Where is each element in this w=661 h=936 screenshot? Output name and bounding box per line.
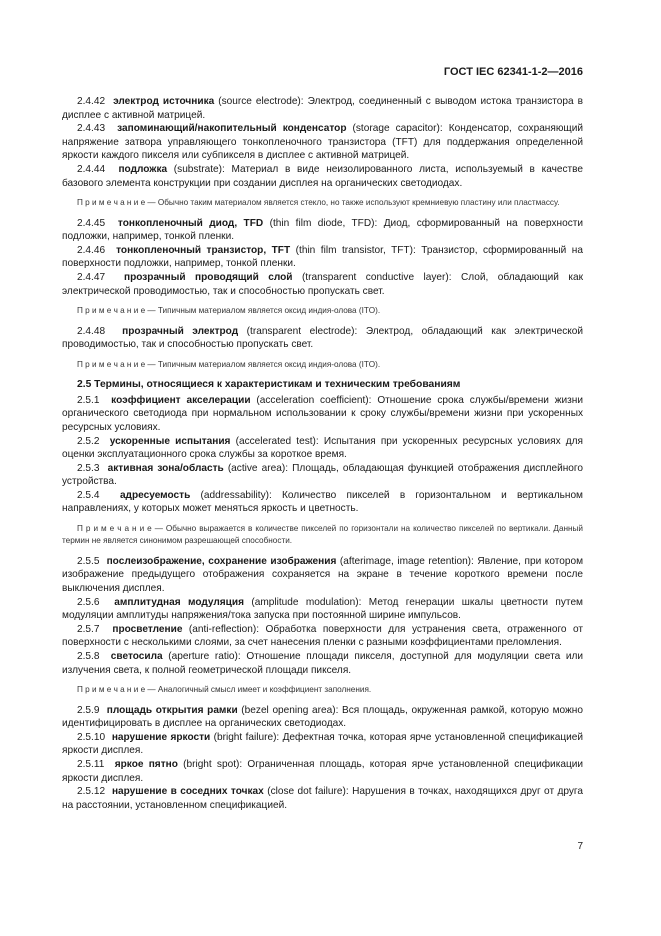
term-entry <box>62 785 583 812</box>
term-title: адресуемость <box>119 489 191 501</box>
term-number: 2.4.42 <box>77 96 106 107</box>
term-title: запоминающий/накопительный конденсатор <box>117 123 347 135</box>
note <box>62 305 583 317</box>
term-definition: (anti-reflection): Обработка поверхности для устранения света, отраженного от поверхности с несколькими слоями, за счет нанесения пленки с разными коэффициентами преломления. <box>62 623 583 649</box>
term-title: тонкопленочный транзистор, TFT <box>116 244 291 256</box>
term-entry <box>62 489 583 516</box>
term-number: 2.5.6 <box>77 596 100 608</box>
term-number: 2.5.4 <box>77 489 100 501</box>
term-title: нарушение яркости <box>111 731 211 743</box>
term-title: площадь открытия рамки <box>106 704 238 716</box>
term-title: яркое пятно <box>114 759 178 770</box>
term-title: тонкопленочный диод, TFD <box>117 217 264 229</box>
term-title: светосила <box>110 651 163 663</box>
term-title: подложка <box>118 163 168 175</box>
note-text: — Обычно выражается в количестве пикселей по горизонтали на количество пикселей по вертикали. Данный термин не является синонимом разрешающей способности. <box>62 524 583 546</box>
note <box>62 523 583 548</box>
term-number: 2.4.43 <box>77 123 106 135</box>
term-definition: (accelerated test): Испытания при ускоренных ресурсных условиях для оценки эксплуатационного срока службы за короткое время. <box>62 435 584 461</box>
term-definition: (thin film transistor, TFT): Транзистор, сформированный на поверхности подложки, например, тонкой пленки. <box>62 244 583 270</box>
term-title: просветление <box>112 623 183 635</box>
term-entry <box>62 435 583 462</box>
note-text: — Аналогичный смысл имеет и коэффициент заполнения. <box>145 685 372 695</box>
term-entry <box>62 122 583 163</box>
term-number: 2.5.10 <box>77 731 106 743</box>
term-entry <box>62 271 583 298</box>
term-entry <box>62 462 583 489</box>
term-title: прозрачный электрод <box>122 325 239 337</box>
term-definition: (source electrode): Электрод, соединенный с выводом истока транзистора в дисплее с активной матрицей. <box>62 96 584 121</box>
term-entry <box>62 95 583 122</box>
term-entry <box>62 325 583 352</box>
term-entry <box>62 244 583 271</box>
term-definition: (storage capacitor): Конденсатор, сохраняющий напряжение затвора управляющего тонкопленочного транзистора (TFT) для поддержания определенной яркости каждого пикселя или субпикселя в дисплее с активной матрицей. <box>62 123 583 162</box>
term-title: активная зона/область <box>107 462 224 474</box>
note-label: П р и м е ч а н и е <box>77 198 146 208</box>
term-number: 2.5.8 <box>77 651 100 663</box>
term-definition: (bezel opening area): Вся площадь, окруженная рамкой, которую можно идентифицировать в дисплее на органических светодиодах. <box>62 704 583 730</box>
term-definition: (transparent conductive layer): Слой, обладающий как электрической проводимостью, так и способностью пропускать свет. <box>62 271 583 297</box>
term-definition: (acceleration coefficient): Отношение срока службы/времени жизни органического светодиода при нормальном использовании к сроку службы/времени жизни при ускоренных ресурсных условиях. <box>62 394 584 433</box>
term-definition: (afterimage, image retention): Явление, при котором изображение предыдущего отображения сохраняется на экране в течение короткого времени после выключения дисплея. <box>62 555 584 595</box>
term-definition: (amplitude modulation): Метод генерации шкалы цветности путем модуляции амплитуды напряжения/тока запуска при постоянной ширине импульсов. <box>62 596 583 622</box>
term-title: нарушение в соседних точках <box>111 786 264 798</box>
note-label: П р и м е ч а н и е <box>77 685 146 695</box>
term-definition: (substrate): Материал в виде неизолированного листа, используемый в качестве базового элемента конструкции при создании дисплея на органических светодиодах. <box>62 163 583 189</box>
term-entry <box>62 394 583 435</box>
term-definition: (thin film diode, TFD): Диод, сформированный на поверхности подложки, например, тонкой пленки. <box>62 217 583 243</box>
term-number: 2.5.2 <box>77 435 100 447</box>
term-entry <box>62 704 583 731</box>
note-text: — Типичным материалом является оксид индия-олова (ITO). <box>145 359 381 369</box>
note <box>62 684 583 696</box>
term-definition: (close dot failure): Нарушения в точках, находящихся друг от друга на расстоянии, установленном спецификацией. <box>62 786 584 811</box>
term-title: амплитудная модуляция <box>114 596 244 608</box>
term-entry <box>62 650 583 677</box>
term-title: электрод источника <box>113 96 215 107</box>
term-definition: (addressability): Количество пикселей в горизонтальном и вертикальном направлениях, у которых может меняться яркость и цветность. <box>62 489 583 515</box>
standard-header: ГОСТ IEC 62341-1-2—2016 <box>443 66 583 78</box>
term-entry <box>62 555 583 596</box>
term-number: 2.4.44 <box>77 163 106 175</box>
term-entry <box>62 596 583 623</box>
term-title: прозрачный проводящий слой <box>123 271 293 283</box>
term-number: 2.5.1 <box>77 394 100 406</box>
note-label: П р и м е ч а н и е <box>77 359 146 369</box>
term-entry <box>62 217 583 244</box>
page-number: 7 <box>577 841 583 852</box>
term-entry <box>62 623 583 650</box>
note <box>62 359 583 371</box>
term-number: 2.5.9 <box>77 704 100 716</box>
term-definition: (transparent electrode): Электрод, обладающий как электрической проводимостью, так и способностью пропускать свет. <box>62 325 584 351</box>
term-definition: (aperture ratio): Отношение площади пикселя, доступной для модуляции света или излучения света, к полной геометрической площади пикселя. <box>62 651 584 676</box>
term-entry <box>62 758 583 785</box>
term-number: 2.4.46 <box>77 244 106 256</box>
note-label: П р и м е ч а н и е <box>77 524 152 534</box>
note-text: — Обычно таким материалом является стекло, но также используют кремниевую пластину или пластмассу. <box>145 198 560 208</box>
note-label: П р и м е ч а н и е <box>77 306 146 316</box>
term-number: 2.5.7 <box>77 623 100 635</box>
term-number: 2.5.3 <box>77 462 100 474</box>
note-text: — Типичным материалом является оксид индия-олова (ITO). <box>145 306 381 316</box>
term-title: послеизображение, сохранение изображения <box>106 555 337 567</box>
term-number: 2.5.12 <box>77 786 106 798</box>
term-definition: (bright spot): Ограниченная площадь, которая ярче установленной спецификации яркости дисплея. <box>62 759 584 784</box>
term-number: 2.5.11 <box>77 759 105 770</box>
term-entry <box>62 731 583 758</box>
section-heading: 2.5 Термины, относящиеся к характеристикам и техническим требованиям <box>77 379 461 391</box>
term-title: ускоренные испытания <box>109 435 231 447</box>
term-number: 2.4.47 <box>77 271 106 283</box>
term-number: 2.4.48 <box>77 325 106 337</box>
term-number: 2.5.5 <box>77 555 100 567</box>
note <box>62 197 583 209</box>
term-entry <box>62 163 583 190</box>
term-number: 2.4.45 <box>77 217 106 229</box>
term-definition: (active area): Площадь, обладающая функцией отображения дисплейного устройства. <box>62 462 583 488</box>
document-body <box>62 95 583 812</box>
term-title: коэффициент акселерации <box>111 394 251 406</box>
term-definition: (bright failure): Дефектная точка, которая ярче установленной спецификацией яркости дисплея. <box>62 731 584 757</box>
